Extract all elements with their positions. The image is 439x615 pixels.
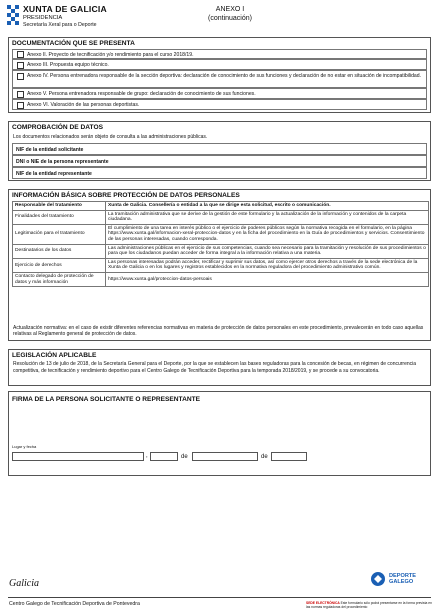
annex-subtitle: (continuación): [208, 14, 252, 22]
data-check-label: NIF de la entidad solicitante: [16, 147, 84, 153]
table-row: [13, 258, 429, 272]
table-value: https://www.xunta.gal/proteccion-datos-persoais: [106, 272, 429, 286]
documentation-title: DOCUMENTACIÓN QUE SE PRESENTA: [12, 40, 135, 47]
month-field[interactable]: [192, 452, 258, 461]
sede-text: Este formulario sólo podrá presentarse en la forma prevista en las normas reguladoras del procedimiento: [306, 601, 432, 609]
doc-label: Anexo III. Propuesta equipo técnico.: [27, 62, 109, 69]
de-label-1: de: [181, 454, 188, 460]
table-value: Las administraciones públicas en el ejercicio de sus competencias, cuando sea necesario para la tramitación y resolución de sus procedimientos o para que los ciudadanos puedan acceder de forma integral a la información relativa a una materia.: [106, 244, 429, 258]
department-name: PRESIDENCIA: [23, 15, 63, 21]
deporte-galego-logo: [370, 571, 430, 591]
de-label-2: de: [261, 454, 268, 460]
data-check-item: [12, 155, 427, 167]
org-name: XUNTA DE GALICIA: [23, 4, 107, 14]
table-row: [13, 202, 429, 211]
table-key: Legitimación para el tratamiento: [13, 224, 106, 244]
place-comma: ,: [146, 453, 148, 459]
year-field[interactable]: [271, 452, 307, 461]
deporte-logo-line2: GALEGO: [389, 579, 414, 585]
legislation-text: Resolución de 13 de julio de 2018, de la Secretaría General para el Deporte, por la que se establecen las bases reguladoras para la concesión de becas, en régimen de concurrencia competitiva, de tecnificación y rendimiento deportivo para el Centro Galego de Tecnificación Deportiva para la temporada 2018/2019, y se procede a su convocatoria.: [13, 361, 417, 374]
data-protection-footnote: Actualización normativa: en el caso de existir diferentes referencias normativas en materia de protección de datos personales en este procedimiento, prevalecerán en todo caso aquellas relativas al Reglamento general de protección de datos.: [13, 325, 424, 337]
annex-heading: [190, 6, 270, 23]
doc-checkbox[interactable]: [17, 102, 24, 109]
doc-item: [12, 88, 427, 99]
doc-item: [12, 49, 427, 59]
table-key: Finalidades del tratamiento: [13, 210, 106, 224]
data-check-title: COMPROBACIÓN DE DATOS: [12, 124, 103, 131]
doc-label: Anexo V. Persona entrenadora responsable de grupo: declaración de conocimiento de sus funciones.: [27, 91, 256, 98]
doc-label: Anexo VI. Valoración de las personas deportistas.: [27, 102, 140, 109]
doc-checkbox[interactable]: [17, 73, 24, 80]
footer-org-name: Centro Galego de Tecnificación Deportiva de Pontevedra: [9, 601, 140, 607]
footer-divider: [8, 597, 431, 598]
doc-checkbox[interactable]: [17, 62, 24, 69]
annex-title: ANEXO I: [215, 6, 245, 13]
data-protection-section: [8, 189, 431, 341]
data-check-label: NIF de la entidad representante: [16, 171, 92, 177]
doc-item: [12, 59, 427, 70]
table-key: Contacto delegado de protección de datos y más información: [13, 272, 106, 286]
xunta-emblem-icon: [6, 4, 20, 26]
doc-checkbox[interactable]: [17, 51, 24, 58]
data-check-section: [8, 121, 431, 181]
documentation-section: [8, 37, 431, 113]
doc-label: Anexo IV. Persona entrenadora responsable de la sección deportiva: declaración de conocimiento de sus funciones y declaración de no estar en situación de incompatibilidad.: [27, 72, 421, 79]
table-key: Responsable del tratamiento: [13, 202, 106, 211]
sede-label: SEDE ELECTRÓNICA: [306, 601, 340, 605]
table-key: Destinatarios de los datos: [13, 244, 106, 258]
data-check-item: [12, 143, 427, 155]
table-value: El cumplimiento de una tarea en interés público o el ejercicio de poderes públicos según la normativa recogida en el formulario, en la página https://www.xunta.gal/informacion-xeral-proteccion-datos y en la ficha del procedimiento en la Guía de procedimientos y servicios. Consentimiento de las personas interesadas, cuando corresponda.: [106, 224, 429, 244]
documentation-list: [12, 49, 427, 110]
doc-item: [12, 70, 427, 88]
data-protection-table: [12, 201, 429, 287]
table-row: [13, 244, 429, 258]
legislation-title: LEGISLACIÓN APLICABLE: [12, 352, 97, 359]
data-check-intro: Los documentos relacionados serán objeto de consulta a las administraciones públicas.: [13, 134, 208, 140]
sede-notice: [306, 601, 432, 609]
secretariat-name: Secretaría Xeral para o Deporte: [23, 22, 97, 28]
doc-checkbox[interactable]: [17, 91, 24, 98]
place-field[interactable]: [12, 452, 144, 461]
data-check-item: [12, 167, 427, 179]
table-row: [13, 210, 429, 224]
signature-section: [8, 391, 431, 476]
table-row: [13, 272, 429, 286]
data-protection-title: INFORMACIÓN BÁSICA SOBRE PROTECCIÓN DE DATOS PERSONALES: [12, 192, 240, 199]
place-date-label: Lugar y fecha: [12, 444, 37, 449]
galicia-logo: Galicia: [9, 578, 39, 589]
table-value: Xunta de Galicia. Consellería o entidad a la que se dirige esta solicitud, escrito o comunicación.: [106, 202, 429, 211]
deporte-galego-emblem-icon: [370, 571, 386, 587]
doc-label: Anexo II. Proyecto de tecnificación y/o rendimiento para el curso 2018/19.: [27, 52, 194, 58]
deporte-logo-line1: DEPORTE: [389, 573, 417, 579]
signature-title: FIRMA DE LA PERSONA SOLICITANTE O REPRESENTANTE: [12, 396, 201, 403]
doc-item: [12, 99, 427, 110]
table-key: Ejercicio de derechos: [13, 258, 106, 272]
table-value: Las personas interesadas podrán acceder, rectificar y suprimir sus datos, así como ejercer otros derechos a través de la sede electrónica de la Xunta de Galicia o en los lugares y registros establecidos en la normativa reguladora del procedimiento administrativo común.: [106, 258, 429, 272]
day-field[interactable]: [150, 452, 178, 461]
data-check-label: DNI o NIE de la persona representante: [16, 159, 109, 165]
table-row: [13, 224, 429, 244]
table-value: La tramitación administrativa que se derive de la gestión de este formulario y la actualización de la información y contenidos de la carpeta ciudadana.: [106, 210, 429, 224]
legislation-section: [8, 349, 431, 386]
data-check-list: [12, 143, 427, 179]
